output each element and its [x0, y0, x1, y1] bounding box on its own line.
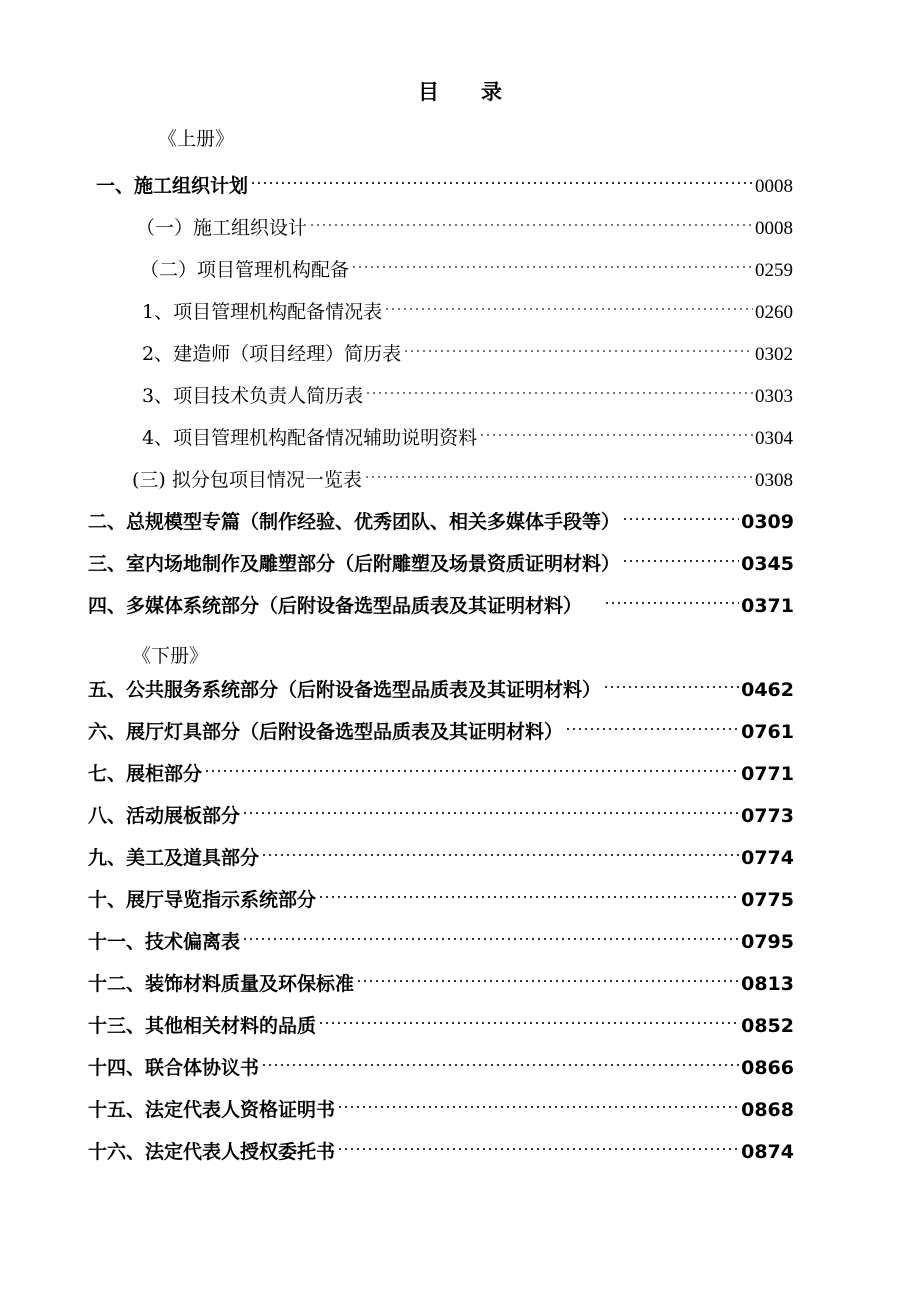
toc-entry-label: 九、美工及道具部分 — [88, 847, 260, 869]
toc-entry-page: 0761 — [741, 721, 794, 743]
toc-entry-label: 五、公共服务系统部分（后附设备选型品质表及其证明材料） — [88, 679, 602, 701]
toc-entry-page: 0304 — [755, 428, 793, 449]
dot-leader — [479, 414, 753, 444]
toc-entry-label: 十五、法定代表人资格证明书 — [88, 1099, 336, 1121]
toc-entry-label: 2、建造师（项目经理）简历表 — [142, 343, 402, 365]
toc-entry[interactable] — [88, 876, 794, 911]
toc-entry-page: 0774 — [741, 847, 794, 869]
toc-entry-page: 0874 — [741, 1141, 794, 1163]
toc-entry[interactable] — [88, 540, 794, 575]
page-title — [0, 76, 920, 106]
toc-entry-label: 1、项目管理机构配备情况表 — [142, 301, 383, 323]
dot-leader — [250, 162, 753, 192]
toc-entry[interactable] — [88, 792, 794, 827]
toc-entry-page: 0260 — [755, 302, 793, 323]
toc-entry[interactable] — [88, 918, 794, 953]
toc-entry-page: 0008 — [755, 176, 793, 197]
toc-entry-page: 0775 — [741, 889, 794, 911]
toc-entry-label: 三、室内场地制作及雕塑部分（后附雕塑及场景资质证明材料） — [88, 553, 621, 575]
toc-entry-label: (三) 拟分包项目情况一览表 — [132, 469, 362, 491]
toc-entry-label: 四、多媒体系统部分（后附设备选型品质表及其证明材料） — [88, 595, 583, 617]
toc-entry-page: 0852 — [741, 1015, 794, 1037]
dot-leader — [318, 876, 739, 906]
toc-entry[interactable] — [88, 498, 794, 533]
toc-entry-label: 十、展厅导览指示系统部分 — [88, 889, 317, 911]
upper-volume-label: 《上册》 — [158, 128, 235, 150]
toc-entry[interactable] — [132, 456, 793, 491]
dot-leader — [622, 540, 739, 570]
toc-entry-page: 0371 — [741, 595, 794, 617]
dot-leader — [204, 750, 739, 780]
toc-entry[interactable] — [142, 414, 793, 449]
toc-entry-page: 0259 — [755, 260, 793, 281]
toc-entry-label: （二）项目管理机构配备 — [140, 259, 350, 281]
toc-entry-page: 0866 — [741, 1057, 794, 1079]
toc-entry[interactable] — [88, 1128, 794, 1163]
title-char-2: 录 — [481, 79, 502, 104]
toc-entry-label: 六、展厅灯具部分（后附设备选型品质表及其证明材料） — [88, 721, 564, 743]
dot-leader — [603, 666, 739, 696]
toc-entry[interactable] — [88, 666, 794, 701]
toc-entry-page: 0309 — [741, 511, 794, 533]
toc-entry-label: 八、活动展板部分 — [88, 805, 241, 827]
toc-entry[interactable] — [88, 834, 794, 869]
toc-entry[interactable] — [136, 204, 793, 239]
toc-entry-page: 0773 — [741, 805, 794, 827]
toc-entry-page: 0813 — [741, 973, 794, 995]
dot-leader — [242, 918, 739, 948]
toc-entry-page: 0868 — [741, 1099, 794, 1121]
dot-leader — [403, 330, 753, 360]
dot-leader — [337, 1128, 739, 1158]
dot-leader — [384, 288, 753, 318]
dot-leader — [309, 204, 753, 234]
dot-leader — [365, 372, 753, 402]
toc-entry-label: 七、展柜部分 — [88, 763, 203, 785]
toc-entry-label: 十一、技术偏离表 — [88, 931, 241, 953]
toc-entry[interactable] — [142, 372, 793, 407]
dot-leader — [565, 708, 739, 738]
toc-entry[interactable] — [88, 582, 794, 617]
toc-entry[interactable] — [142, 288, 793, 323]
toc-entry-page: 0308 — [755, 470, 793, 491]
title-char-1: 目 — [418, 79, 439, 104]
toc-entry[interactable] — [140, 246, 793, 281]
dot-leader — [356, 960, 739, 990]
toc-entry[interactable] — [88, 708, 794, 743]
toc-entry-label: 十三、其他相关材料的品质 — [88, 1015, 317, 1037]
toc-entry-page: 0345 — [741, 553, 794, 575]
toc-entry-label: 十六、法定代表人授权委托书 — [88, 1141, 336, 1163]
toc-entry-label: 十四、联合体协议书 — [88, 1057, 260, 1079]
toc-entry[interactable] — [88, 1044, 794, 1079]
toc-entry-page: 0303 — [755, 386, 793, 407]
toc-entry[interactable] — [88, 960, 794, 995]
toc-entry-page: 0771 — [741, 763, 794, 785]
dot-leader — [604, 582, 739, 612]
dot-leader — [261, 1044, 739, 1074]
dot-leader — [337, 1086, 739, 1116]
toc-entry-page: 0008 — [755, 218, 793, 239]
dot-leader — [351, 246, 753, 276]
toc-entry[interactable] — [142, 330, 793, 365]
dot-leader — [318, 1002, 739, 1032]
lower-volume-label: 《下册》 — [132, 645, 209, 667]
toc-entry-label: 一、施工组织计划 — [96, 175, 249, 197]
toc-entry-page: 0302 — [755, 344, 793, 365]
toc-entry-label: 二、总规模型专篇（制作经验、优秀团队、相关多媒体手段等） — [88, 511, 621, 533]
toc-entry-label: 3、项目技术负责人简历表 — [142, 385, 364, 407]
dot-leader — [364, 456, 753, 486]
dot-leader — [261, 834, 739, 864]
toc-entry[interactable] — [96, 162, 793, 197]
dot-leader — [242, 792, 739, 822]
toc-entry-page: 0462 — [741, 679, 794, 701]
toc-entry-label: 十二、装饰材料质量及环保标准 — [88, 973, 355, 995]
toc-entry-label: （一）施工组织设计 — [136, 217, 308, 239]
toc-entry[interactable] — [88, 750, 794, 785]
dot-leader — [622, 498, 739, 528]
toc-entry[interactable] — [88, 1086, 794, 1121]
toc-entry-label: 4、项目管理机构配备情况辅助说明资料 — [142, 427, 478, 449]
toc-entry[interactable] — [88, 1002, 794, 1037]
toc-entry-page: 0795 — [741, 931, 794, 953]
